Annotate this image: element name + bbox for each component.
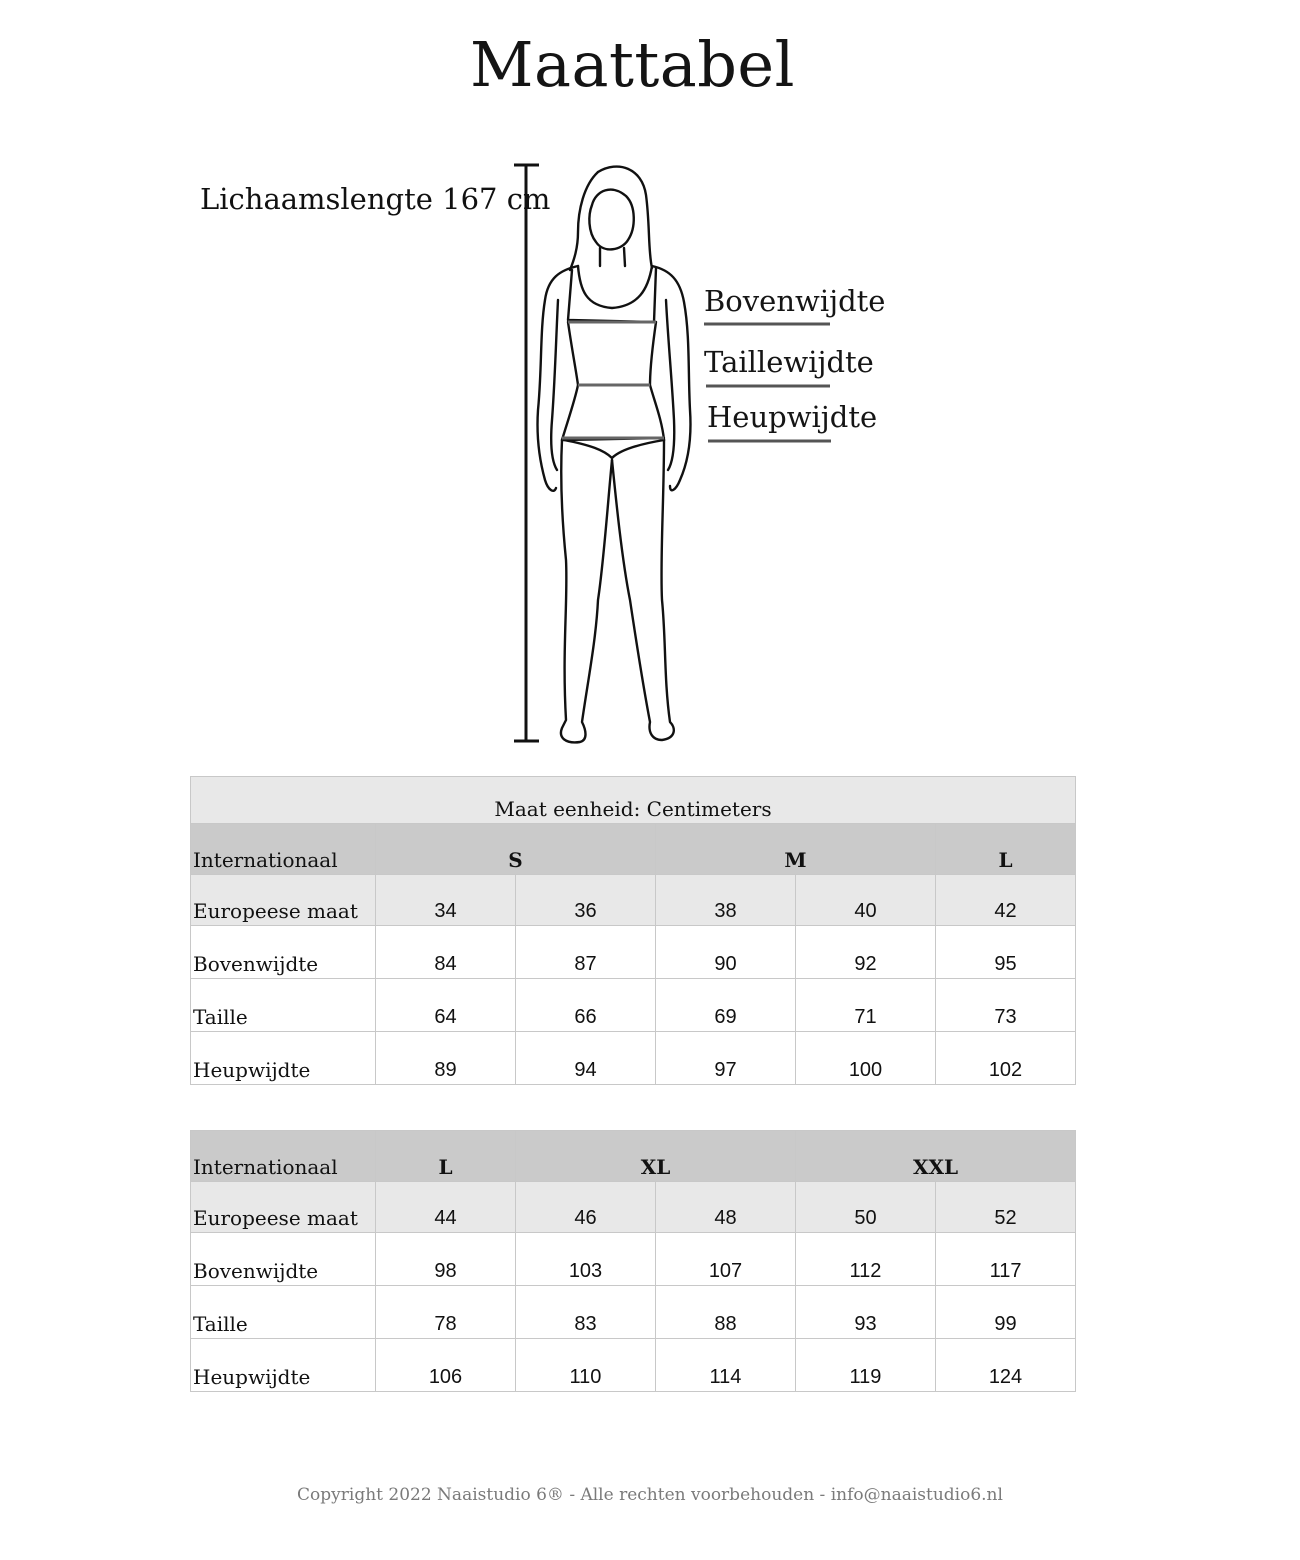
size-header: XL bbox=[516, 1131, 796, 1182]
table-cell: 38 bbox=[656, 875, 796, 926]
table-row bbox=[191, 979, 1076, 1032]
row-label: Heupwijdte bbox=[191, 1032, 376, 1085]
table-cell: 73 bbox=[936, 979, 1076, 1032]
table-cell: 100 bbox=[796, 1032, 936, 1085]
table-cell: 84 bbox=[376, 926, 516, 979]
table-cell: 95 bbox=[936, 926, 1076, 979]
row-label: Taille bbox=[191, 979, 376, 1032]
bust-label: Bovenwijdte bbox=[704, 284, 886, 318]
row-label: Europeese maat bbox=[191, 875, 376, 926]
row-label: Europeese maat bbox=[191, 1182, 376, 1233]
table-cell: 52 bbox=[936, 1182, 1076, 1233]
table-cell: 78 bbox=[376, 1286, 516, 1339]
waist-label: Taillewijdte bbox=[704, 345, 874, 379]
size-table-1 bbox=[190, 776, 1076, 1085]
table-cell: 48 bbox=[656, 1182, 796, 1233]
table-cell: 106 bbox=[376, 1339, 516, 1392]
size-header-row bbox=[191, 1131, 1076, 1182]
table-row bbox=[191, 1182, 1076, 1233]
table-cell: 99 bbox=[936, 1286, 1076, 1339]
table-cell: 93 bbox=[796, 1286, 936, 1339]
table-cell: 66 bbox=[516, 979, 656, 1032]
size-header: M bbox=[656, 824, 936, 875]
copyright-footer: Copyright 2022 Naaistudio 6® - Alle rechten voorbehouden - info@naaistudio6.nl bbox=[297, 1485, 1003, 1505]
table-cell: 124 bbox=[936, 1339, 1076, 1392]
body-height-label: Lichaamslengte 167 cm bbox=[200, 182, 551, 216]
header-label: Internationaal bbox=[191, 824, 376, 875]
size-header-row bbox=[191, 824, 1076, 875]
table-cell: 119 bbox=[796, 1339, 936, 1392]
table-cell: 83 bbox=[516, 1286, 656, 1339]
table-cell: 88 bbox=[656, 1286, 796, 1339]
row-label: Heupwijdte bbox=[191, 1339, 376, 1392]
size-header: S bbox=[376, 824, 656, 875]
table-cell: 103 bbox=[516, 1233, 656, 1286]
size-table-2 bbox=[190, 1130, 1076, 1392]
size-header: L bbox=[936, 824, 1076, 875]
height-ruler bbox=[514, 165, 539, 741]
table-row bbox=[191, 1032, 1076, 1085]
table-cell: 98 bbox=[376, 1233, 516, 1286]
table-cell: 110 bbox=[516, 1339, 656, 1392]
table-cell: 64 bbox=[376, 979, 516, 1032]
row-label: Bovenwijdte bbox=[191, 1233, 376, 1286]
header-label: Internationaal bbox=[191, 1131, 376, 1182]
table-cell: 34 bbox=[376, 875, 516, 926]
table-cell: 114 bbox=[656, 1339, 796, 1392]
table-cell: 42 bbox=[936, 875, 1076, 926]
table-row bbox=[191, 1286, 1076, 1339]
table-cell: 36 bbox=[516, 875, 656, 926]
table-cell: 102 bbox=[936, 1032, 1076, 1085]
woman-outline bbox=[537, 167, 690, 743]
hip-label: Heupwijdte bbox=[707, 400, 878, 434]
table-cell: 112 bbox=[796, 1233, 936, 1286]
table-cell: 89 bbox=[376, 1032, 516, 1085]
table-cell: 69 bbox=[656, 979, 796, 1032]
body-outline-drawing bbox=[0, 0, 1300, 760]
table-cell: 90 bbox=[656, 926, 796, 979]
table-cell: 71 bbox=[796, 979, 936, 1032]
table-row bbox=[191, 926, 1076, 979]
size-header: XXL bbox=[796, 1131, 1076, 1182]
table-cell: 97 bbox=[656, 1032, 796, 1085]
body-measurement-figure bbox=[0, 0, 1300, 760]
table-cell: 92 bbox=[796, 926, 936, 979]
table-cell: 87 bbox=[516, 926, 656, 979]
table-cell: 46 bbox=[516, 1182, 656, 1233]
page-title: Maattabel bbox=[470, 28, 795, 101]
table-cell: 107 bbox=[656, 1233, 796, 1286]
table-row bbox=[191, 1339, 1076, 1392]
table-cell: 50 bbox=[796, 1182, 936, 1233]
row-label: Bovenwijdte bbox=[191, 926, 376, 979]
table-cell: 94 bbox=[516, 1032, 656, 1085]
table-cell: 44 bbox=[376, 1182, 516, 1233]
row-label: Taille bbox=[191, 1286, 376, 1339]
table-cell: 40 bbox=[796, 875, 936, 926]
table-row bbox=[191, 1233, 1076, 1286]
table-cell: 117 bbox=[936, 1233, 1076, 1286]
unit-row bbox=[191, 777, 1076, 824]
size-header: L bbox=[376, 1131, 516, 1182]
unit-label: Maat eenheid: Centimeters bbox=[191, 777, 1076, 824]
table-row bbox=[191, 875, 1076, 926]
